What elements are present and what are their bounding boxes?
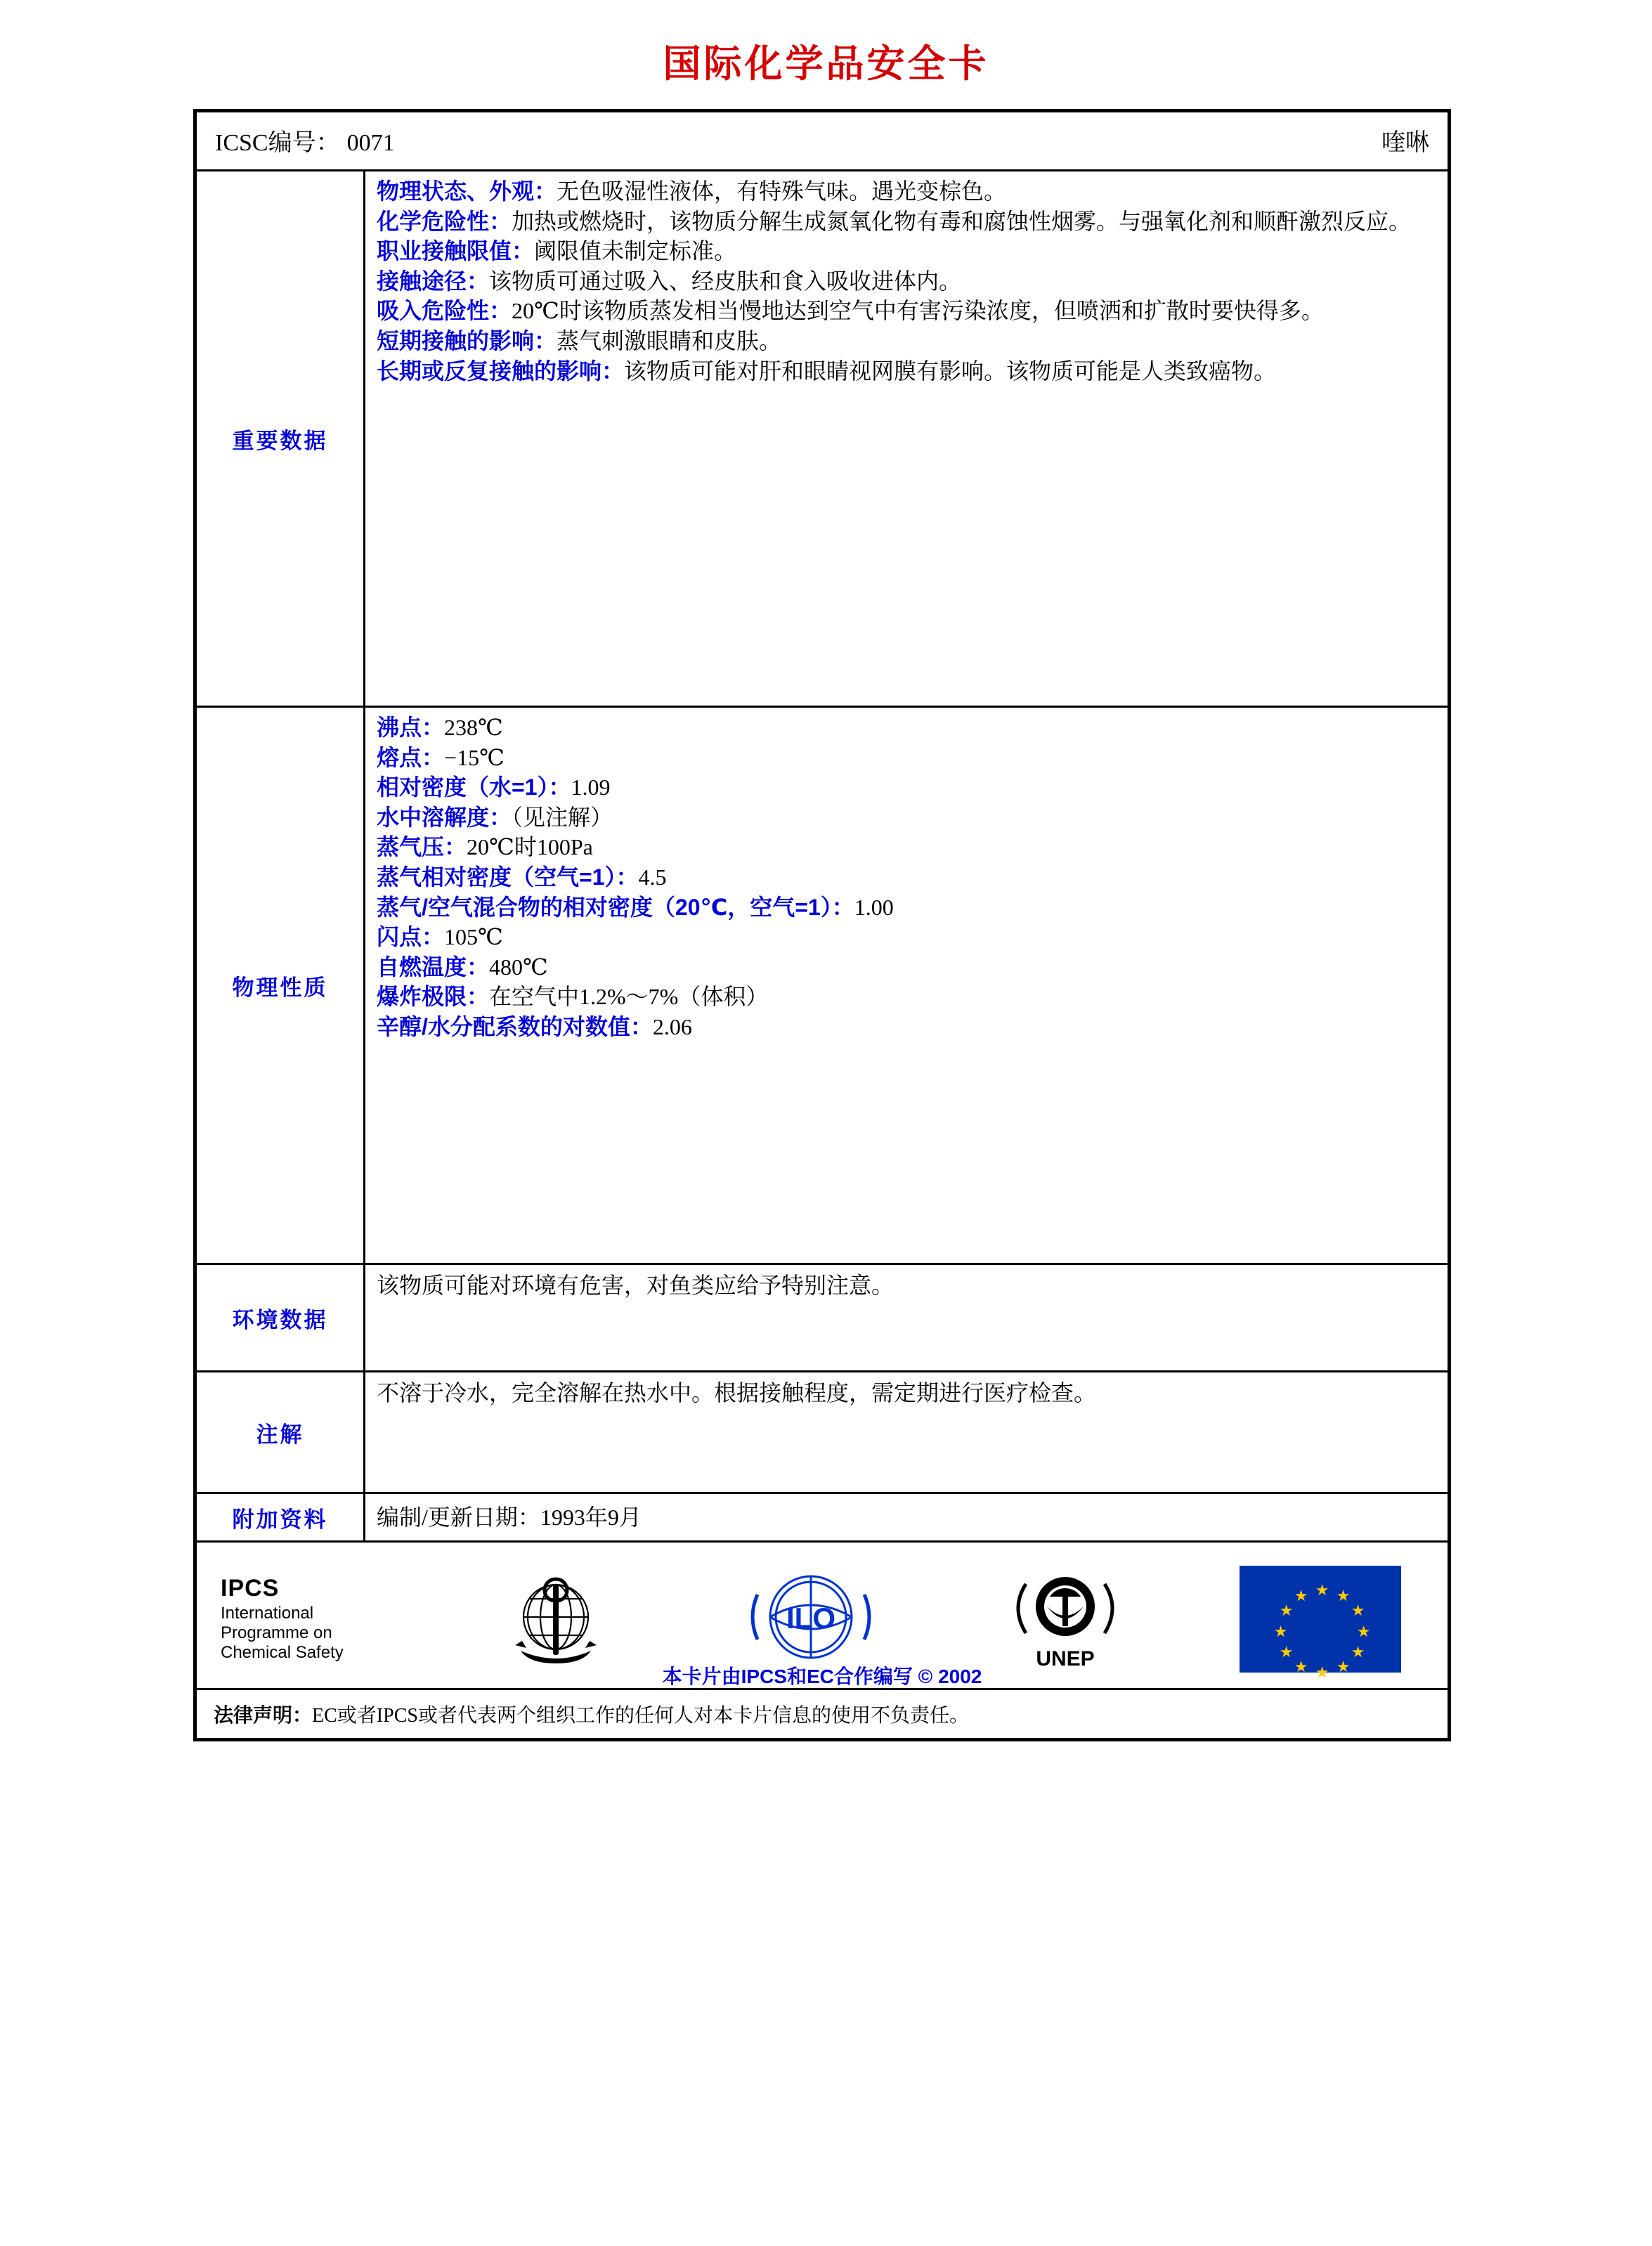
entry-value: 1.00 bbox=[854, 894, 894, 920]
entry-value: 2.06 bbox=[652, 1013, 692, 1039]
section-label-environmental-data: 环境数据 bbox=[197, 1265, 365, 1370]
legal-text: EC或者IPCS或者代表两个组织工作的任何人对本卡片信息的使用不负责任。 bbox=[312, 1705, 969, 1727]
section-additional-info bbox=[197, 1494, 1448, 1543]
entry-water-solubility bbox=[377, 803, 1436, 833]
unep-logo-slot bbox=[938, 1563, 1193, 1675]
entry-key: 蒸气相对密度（空气=1）： bbox=[377, 864, 639, 890]
entry-key: 物理状态、外观： bbox=[377, 178, 557, 204]
section-physical-properties bbox=[197, 708, 1448, 1265]
section-important-data bbox=[197, 171, 1448, 708]
section-environmental-data bbox=[197, 1265, 1448, 1372]
entry-key: 自燃温度： bbox=[377, 954, 490, 980]
entry-key: 蒸气/空气混合物的相对密度（20℃，空气=1）： bbox=[377, 894, 854, 920]
section-notes bbox=[197, 1372, 1448, 1494]
entry-inhalation-risk bbox=[377, 297, 1436, 326]
entry-key: 长期或反复接触的影响： bbox=[377, 358, 625, 384]
entry-key: 职业接触限值： bbox=[377, 238, 535, 264]
entry-key: 接触途径： bbox=[377, 268, 490, 294]
eu-flag-logo: ★ ★ ★ ★ ★ ★ ★ ★ ★ ★ ★ ★ bbox=[1240, 1566, 1401, 1673]
section-label-notes: 注解 bbox=[197, 1372, 365, 1492]
entry-relative-density bbox=[377, 773, 1436, 803]
card-header bbox=[197, 112, 1448, 171]
icsc-number-block bbox=[215, 123, 395, 157]
entry-value: 阈限值未制定标准。 bbox=[534, 238, 737, 264]
entry-physical-state bbox=[377, 177, 1436, 207]
entry-value: 蒸气刺激眼睛和皮肤。 bbox=[557, 327, 782, 353]
entry-value: 480℃ bbox=[489, 954, 548, 980]
entry-value: 105℃ bbox=[444, 924, 503, 950]
ilo-logo-text: ILO bbox=[786, 1601, 835, 1635]
section-content-environmental-data: 该物质可能对环境有危害，对鱼类应给予特别注意。 bbox=[377, 1273, 895, 1298]
entry-value: 20℃时100Pa bbox=[467, 834, 593, 860]
entry-flash-point bbox=[377, 923, 1436, 952]
entry-vapour-pressure bbox=[377, 833, 1436, 862]
entry-melting-point bbox=[377, 744, 1436, 773]
entry-long-term-effects bbox=[377, 357, 1436, 387]
icsc-card bbox=[193, 109, 1451, 1741]
entry-key: 蒸气压： bbox=[377, 834, 467, 860]
section-label-important-data: 重要数据 bbox=[197, 171, 365, 706]
unep-logo-text: UNEP bbox=[1036, 1647, 1095, 1670]
entry-auto-ignition-temperature bbox=[377, 953, 1436, 982]
entry-short-term-effects bbox=[377, 327, 1436, 356]
footer-logos bbox=[197, 1543, 1448, 1690]
entry-key: 化学危险性： bbox=[377, 208, 512, 234]
ilo-logo bbox=[734, 1566, 888, 1672]
section-label-additional-info: 附加资料 bbox=[197, 1494, 365, 1540]
entry-value: 4.5 bbox=[638, 864, 667, 890]
entry-value: 20℃时该物质蒸发相当慢地达到空气中有害污染浓度，但喷洒和扩散时要快得多。 bbox=[512, 298, 1324, 324]
entry-key: 水中溶解度： bbox=[377, 804, 512, 830]
legal-label: 法律声明： bbox=[214, 1704, 313, 1726]
entry-octanol-water-logp bbox=[377, 1013, 1436, 1042]
section-content-important-data bbox=[365, 171, 1448, 706]
entry-value: 1.09 bbox=[571, 774, 611, 800]
entry-boiling-point bbox=[377, 713, 1436, 743]
entry-key: 爆炸极限： bbox=[377, 984, 490, 1010]
who-logo bbox=[500, 1566, 612, 1672]
entry-explosive-limits bbox=[377, 982, 1436, 1012]
credit-line: 本卡片由IPCS和EC合作编写 © 2002 bbox=[662, 1666, 982, 1687]
entry-key: 吸入危险性： bbox=[377, 298, 512, 324]
entry-value: 无色吸湿性液体，有特殊气味。遇光变棕色。 bbox=[557, 178, 1007, 204]
entry-value: −15℃ bbox=[444, 744, 505, 770]
entry-vapour-air-mixture-density bbox=[377, 893, 1436, 923]
entry-chemical-hazards bbox=[377, 207, 1436, 237]
entry-key: 相对密度（水=1）： bbox=[377, 774, 571, 800]
eu-flag-slot bbox=[1193, 1566, 1448, 1681]
ipcs-block bbox=[197, 1575, 429, 1663]
section-label-physical-properties: 物理性质 bbox=[197, 708, 365, 1263]
entry-key: 短期接触的影响： bbox=[377, 327, 557, 353]
ipcs-title: IPCS bbox=[221, 1574, 280, 1602]
page-title: 国际化学品安全卡 bbox=[663, 43, 989, 85]
entry-vapour-relative-density bbox=[377, 863, 1436, 892]
ipcs-subtitle-3: Chemical Safety bbox=[221, 1643, 344, 1663]
ilo-logo-slot bbox=[684, 1566, 939, 1672]
entry-key: 熔点： bbox=[377, 744, 445, 770]
unep-logo bbox=[995, 1563, 1136, 1675]
ipcs-subtitle-2: Programme on bbox=[221, 1623, 332, 1642]
entry-key: 闪点： bbox=[377, 924, 445, 950]
icsc-label: ICSC编号： bbox=[215, 130, 340, 156]
who-logo-slot bbox=[429, 1566, 684, 1672]
entry-occupational-limits bbox=[377, 237, 1436, 266]
ipcs-subtitle-1: International bbox=[221, 1603, 314, 1623]
entry-value: 238℃ bbox=[444, 715, 503, 740]
legal-notice bbox=[197, 1690, 1448, 1738]
entry-key: 沸点： bbox=[377, 715, 445, 740]
entry-value: 该物质可能对肝和眼睛视网膜有影响。该物质可能是人类致癌物。 bbox=[624, 358, 1277, 384]
entry-value: 加热或燃烧时，该物质分解生成氮氧化物有毒和腐蚀性烟雾。与强氧化剂和顺酐激烈反应。 bbox=[512, 208, 1412, 234]
entry-value: 在空气中1.2%～7%（体积） bbox=[489, 984, 769, 1010]
section-content-additional-info: 编制/更新日期：1993年9月 bbox=[377, 1505, 642, 1530]
entry-value: 该物质可通过吸入、经皮肤和食入吸收进体内。 bbox=[489, 268, 962, 294]
entry-value: （见注解） bbox=[512, 804, 613, 830]
section-content-notes: 不溶于冷水，完全溶解在热水中。根据接触程度，需定期进行医疗检查。 bbox=[377, 1380, 1097, 1406]
substance-name: 喹啉 bbox=[1381, 130, 1429, 156]
entry-key: 辛醇/水分配系数的对数值： bbox=[377, 1013, 653, 1039]
icsc-number: 0071 bbox=[346, 130, 395, 156]
section-content-physical-properties bbox=[365, 708, 1448, 1263]
entry-routes-of-exposure bbox=[377, 267, 1436, 297]
